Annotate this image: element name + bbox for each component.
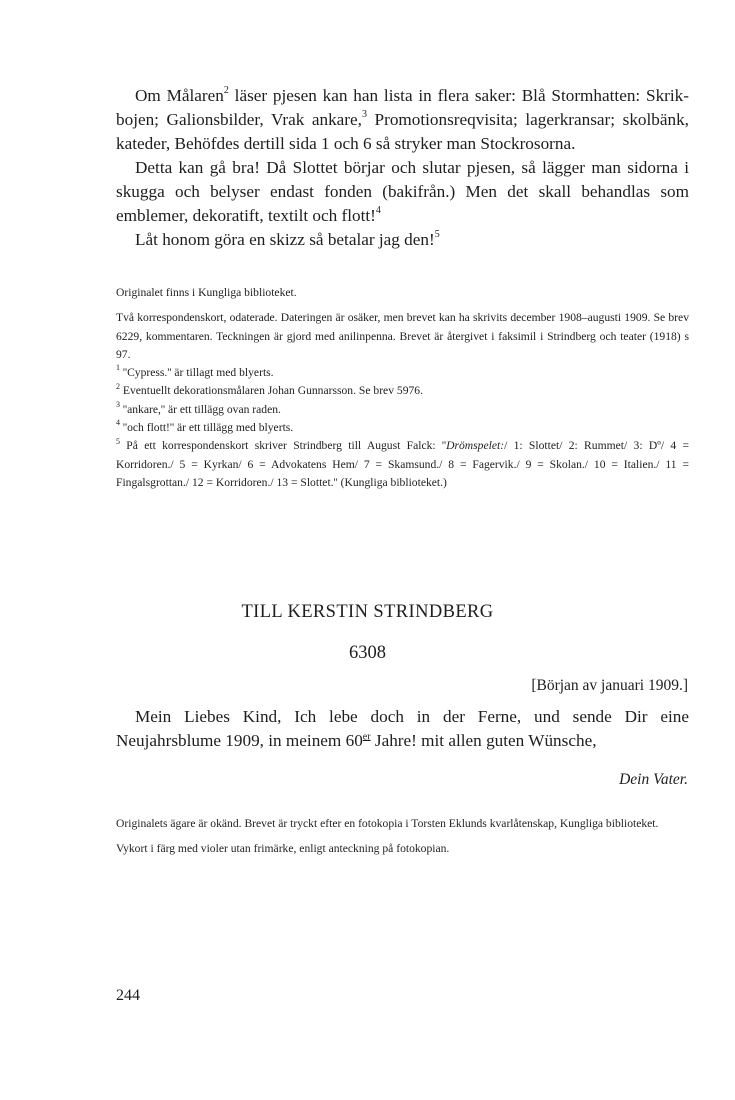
footnote-text: ''Cypress.'' är tillagt med blyerts.: [120, 366, 274, 380]
text-run: Detta kan gå bra! Då Slottet börjar och slutar pjesen, så lägger man sidorna i skugga och belyser endast fonden (bakifrån.) Men det skall behandlas som emblemer, dekoratift, textilt och flott!: [116, 158, 689, 225]
footnote-number: 3: [116, 399, 120, 409]
commentary-notes-2: [116, 815, 689, 859]
source-note: Originalet finns i Kungliga biblioteket.: [116, 286, 297, 299]
description-note: Två korrespondenskort, odaterade. Dateringen är osäker, men brevet kan ha skrivits december 1908–augusti 1909. Se brev 6229, kommentaren. Teckningen är gjord med anilinpenna. Brevet är återgivet i faksimil i Strindberg och teater (1918) s 97.: [116, 311, 689, 361]
footnote-4: [116, 419, 689, 437]
footnote-text: / 1: Slottet/ 2: Rummet/ 3: Dº/ 4 = Korridoren./ 5 = Kyrkan/ 6 = Advokatens Hem/ 7 = Skamsund./ 8 = Fagervik./ 9 = Skolan./ 10 = Italien./ 11 = Fingalsgrottan./ 12 = Korridoren./ 13 = Slottet.'' (Kungliga biblioteket.): [116, 439, 689, 489]
footnote-ref-3[interactable]: 3: [361, 109, 367, 121]
footnote-ref-5[interactable]: 5: [434, 229, 440, 241]
page-number: 244: [116, 987, 140, 1004]
footnote-text: Eventuellt dekorationsmålaren Johan Gunnarsson. Se brev 5976.: [120, 384, 423, 398]
letter-number: 6308: [349, 643, 386, 663]
letter-date: [Början av januari 1909.]: [531, 677, 688, 694]
footnote-5: [116, 437, 689, 492]
footnote-number: 4: [116, 418, 120, 428]
commentary-notes-1: [116, 284, 689, 492]
letter2-paragraph: [116, 705, 689, 753]
description-note: Vykort i färg med violer utan frimärke, enligt anteckning på fotokopian.: [116, 842, 450, 856]
letter-paragraph-2: [116, 156, 689, 228]
footnote-ref-4[interactable]: 4: [375, 205, 381, 217]
footnote-number: 5: [116, 436, 120, 446]
footnote-text: ''ankare,'' är ett tillägg ovan raden.: [120, 402, 281, 416]
letter-title: TILL KERSTIN STRINDBERG: [241, 602, 494, 622]
text-run: läser pjesen kan han lista in flera saker: Blå Stormhatten: Skrik-bojen; Galionsbilder, Vrak ankare,: [116, 86, 689, 129]
footnote-2: [116, 382, 689, 400]
letter-paragraph-3: [116, 228, 689, 252]
footnote-text: ''och flott!'' är ett tillägg med blyerts.: [120, 421, 294, 435]
letter-paragraph-1: [116, 84, 689, 156]
source-note: Originalets ägare är okänd. Brevet är tryckt efter en fotokopia i Torsten Eklunds kvarlåtenskap, Kungliga biblioteket.: [116, 817, 659, 830]
letter2-body: [116, 705, 689, 753]
footnote-ref-2[interactable]: 2: [223, 85, 229, 97]
footnote-number: 2: [116, 381, 120, 391]
footnote-3: [116, 401, 689, 419]
footnote-italic-title: Drömspelet:: [446, 439, 505, 453]
signature: Dein Vater.: [619, 771, 688, 788]
text-run: Mein Liebes Kind, Ich lebe doch in der Ferne, und sende Dir eine Neujahrsblume 1909, in meinem 60: [116, 707, 689, 750]
text-run: Om Målaren: [135, 86, 224, 105]
letter-body: [116, 84, 689, 252]
footnote-1: [116, 364, 689, 382]
footnote-number: 1: [116, 363, 120, 373]
text-run: Jahre! mit allen guten Wünsche,: [370, 731, 597, 750]
text-run: Låt honom göra en skizz så betalar jag den!: [135, 230, 435, 249]
ordinal-superscript: er: [362, 731, 371, 743]
footnote-text: På ett korrespondenskort skriver Strindberg till August Falck: '': [120, 439, 447, 453]
text-run: Promotionsreqvisita; lagerkransar; skolbänk, kateder, Behöfdes dertill sida 1 och 6 så stryker man Stockrosorna.: [116, 110, 689, 153]
